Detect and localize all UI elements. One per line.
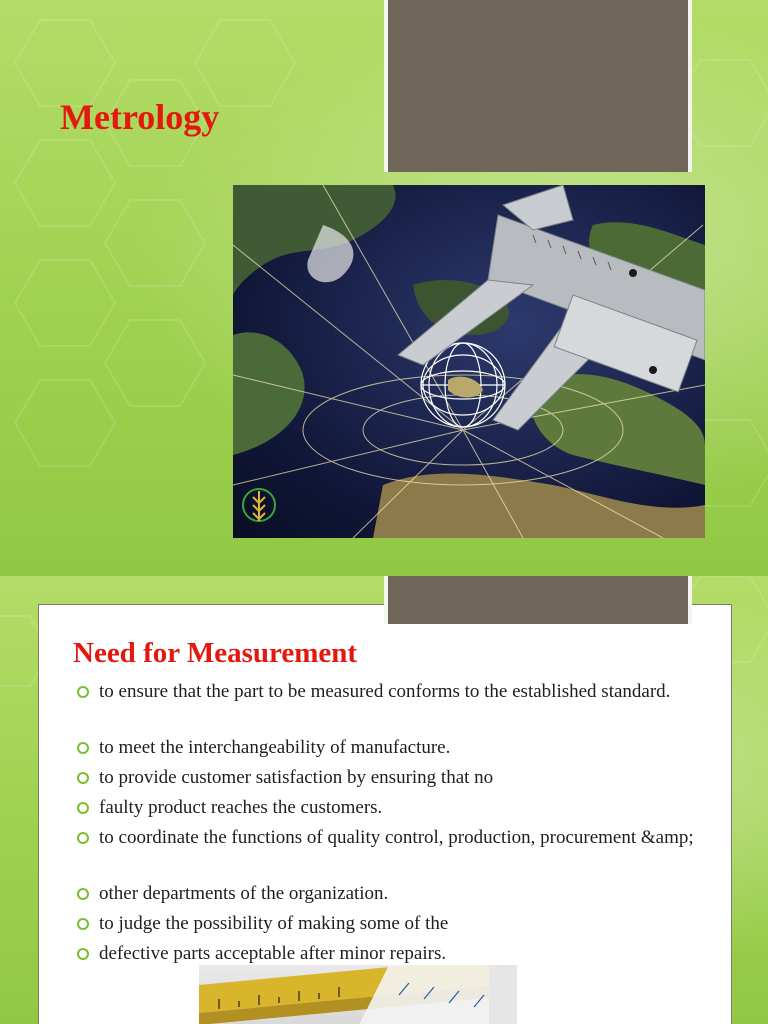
- bullet-circle-icon: [77, 686, 89, 698]
- caliper-globe-photo: [233, 185, 705, 538]
- bullet-item: [99, 881, 699, 907]
- measuring-tape-photo: [199, 965, 517, 1024]
- slide-need-for-measurement: [0, 576, 768, 1024]
- bullet-item: [99, 765, 699, 791]
- bullet-text: to ensure that the part to be measured conforms to the established standard.: [99, 681, 671, 702]
- decorative-band: [384, 0, 692, 172]
- bullet-text: faulty product reaches the customers.: [99, 797, 383, 818]
- bullet-text: to judge the possibility of making some of the: [99, 913, 449, 934]
- bullet-circle-icon: [77, 772, 89, 784]
- bullet-text: to provide customer satisfaction by ensuring that no: [99, 767, 494, 788]
- bullet-item: [99, 825, 699, 851]
- caliper-globe-illustration: [233, 185, 705, 538]
- bullet-item: [99, 735, 699, 761]
- bullet-circle-icon: [77, 742, 89, 754]
- bullet-text: to meet the interchangeability of manufacture.: [99, 737, 451, 758]
- bullet-text: defective parts acceptable after minor repairs.: [99, 943, 447, 964]
- bullet-text: to coordinate the functions of quality control, production, procurement &amp;: [99, 827, 694, 848]
- bullet-item: [99, 679, 699, 705]
- bullet-circle-icon: [77, 918, 89, 930]
- content-panel: [38, 604, 732, 1024]
- slide-title: Metrology: [60, 97, 220, 137]
- bullet-item: [99, 911, 699, 937]
- measuring-tape-illustration: [199, 965, 517, 1024]
- bullet-circle-icon: [77, 802, 89, 814]
- bullet-item: [99, 941, 699, 967]
- decorative-band: [384, 576, 692, 624]
- bullet-circle-icon: [77, 832, 89, 844]
- bullet-circle-icon: [77, 948, 89, 960]
- bullet-text: other departments of the organization.: [99, 883, 389, 904]
- slide-title: Need for Measurement: [73, 637, 358, 669]
- bullet-circle-icon: [77, 888, 89, 900]
- bullet-item: [99, 795, 699, 821]
